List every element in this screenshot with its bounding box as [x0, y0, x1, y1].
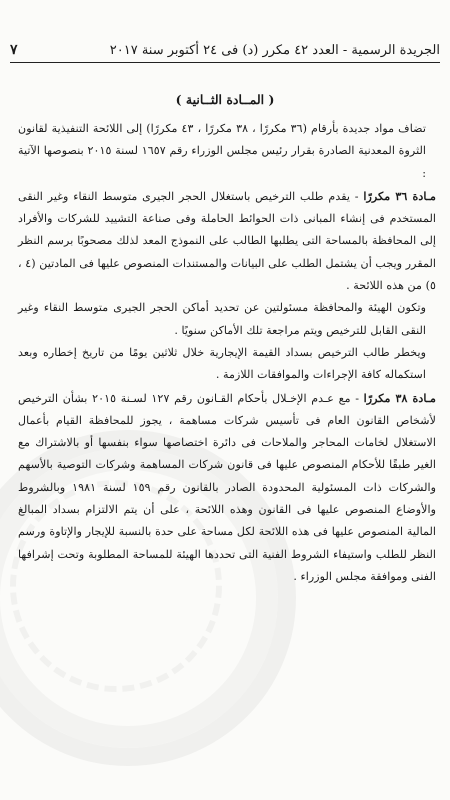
intro-paragraph: تضاف مواد جديدة بأرقام (٣٦ مكررًا ، ٣٨ مكررًا ، ٤٣ مكررًا) إلى اللائحة التنفيذية لقانون الثروة المعدنية الصادرة بقرار رئيس مجلس الوزراء رقم ١٦٥٧ لسنة ٢٠١٥ بنصوصها الآتية : — [18, 122, 426, 180]
page-number: ٧ — [10, 42, 18, 58]
article-36-paragraph — [18, 185, 436, 297]
article-38-paragraph — [18, 387, 436, 589]
article-36-paragraph-3: ويخطر طالب الترخيص بسداد القيمة الإيجارية خلال ثلاثين يومًا من تاريخ إخطاره وبعد استكماله كافة الإجراءات والموافقات اللازمة . — [18, 345, 426, 382]
article-36-text: - يقدم طلب الترخيص باستغلال الحجر الجيرى متوسط النقاء وغير النقى المستخدم فى إنشاء المبانى ذات الحوائط الحاملة وفى صناعة التشييد للشركات والأفراد إلى المحافظة بالمساحة التى يطلبها الطالب على النموذج المعد لذلك مصحوبًا برسم النظر المقرر ويجب أن يشتمل الطلب على البيانات والمستندات المنصوص عليها فى المادتين (٤ ، ٥) من هذه اللائحة . — [18, 189, 436, 293]
gazette-header-text: الجريدة الرسمية - العدد ٤٢ مكرر (د) فى ٢٤ أكتوبر سنة ٢٠١٧ — [109, 43, 440, 58]
article-title: ( المــادة الثــانية ) — [175, 92, 275, 107]
article-body — [18, 118, 436, 588]
page-header — [10, 18, 440, 58]
header-divider — [10, 62, 440, 63]
article-36-label: مـادة ٣٦ مكررًا — [363, 188, 437, 203]
article-38-label: مـادة ٣٨ مكررًا — [363, 390, 436, 405]
article-38-text: - مع عـدم الإخـلال بأحكام القـانون رقم ١٢٧ لسـنة ٢٠١٥ بشأن الترخيص لأشخاص القانون العام فى تأسيس شركات مساهمة ، يجوز للمحافظة القيام بأعمال الاستغلال لخامات المحاجر والملاحات فى دائرة اختصاصها سواء بنفسها أو بالاشتراك مع الغير طبقًا للأحكام المنصوص عليها فى قانون شركات المساهمة وشركات التوصية بالأسهم والشركات ذات المسئولية المحدودة الصادر بالقانون رقم ١٥٩ لسنة ١٩٨١ وبالشروط والأوضاع المنصوص عليها فى القانون وهذه اللائحة ، على أن يتم الالتزام بسداد المبالغ المالية المنصوص عليها فى هذه اللائحة لكل مساحة على حدة بالنسبة للإيجار والإتاوة ورسم النظر للطلب واستيفاء الشروط الفنية التى تحددها الهيئة للمساحة المطلوبة وتحت إشرافها الفنى وموافقة مجلس الوزراء . — [18, 391, 436, 583]
article-36-paragraph-2: وتكون الهيئة والمحافظة مسئولتين عن تحديد أماكن الحجر الجيرى متوسط النقاء وغير النقى القابل للترخيص ويتم مراجعة تلك الأماكن سنويًا . — [18, 301, 426, 337]
